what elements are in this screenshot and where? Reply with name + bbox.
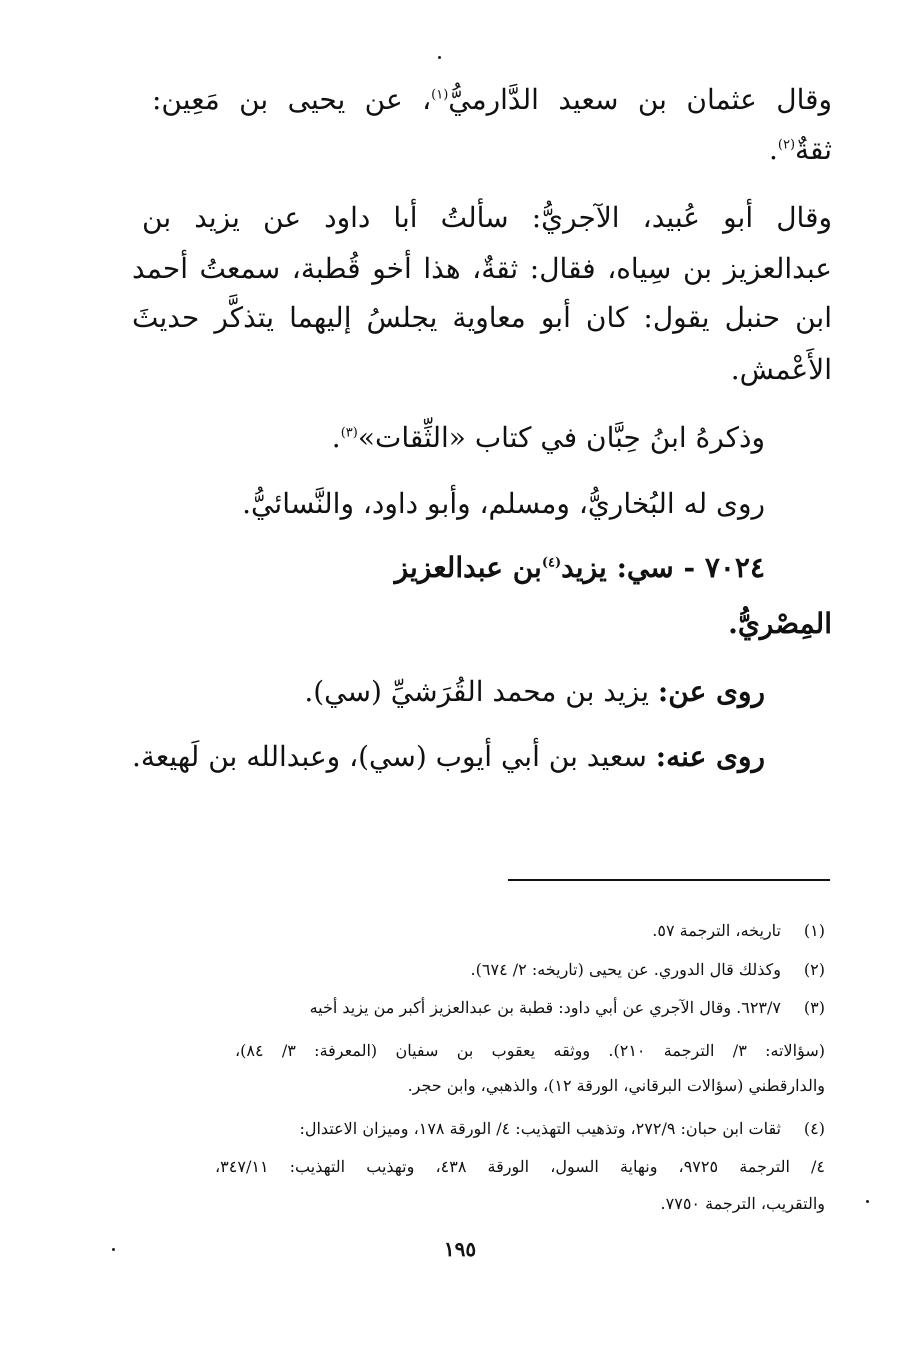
entry-heading [395,548,765,588]
paragraph-1-line-2 [769,130,832,170]
page-number [0,1236,920,1262]
narrated-from [304,672,765,712]
footnote-ref-4[interactable]: (٤) [541,555,562,571]
text: ابن حنبل يقول: كان أبو معاوية يجلسُ إليهما يتذكَّر حديثَ [132,301,832,334]
text: بن عبدالعزيز [394,551,542,584]
text: . [768,133,778,166]
paragraph-3 [332,418,765,458]
paragraph-2-line-1 [142,198,832,238]
footnote-2 [471,959,825,981]
footnote-4-line-2 [215,1156,825,1178]
narrated-by [132,737,765,777]
footnote-separator [508,879,830,881]
text: عبدالعزيز بن سِياه، فقال: ثقةٌ، هذا أخو قُطبة، سمعتُ أحمد [132,252,832,285]
text: ٧٠٢٤ - سي: يزيد [561,551,765,584]
footnote-1 [652,920,825,942]
paragraph-2-line-3 [132,298,832,338]
text: المِصْريُّ. [728,607,832,640]
text: سعيد بن أبي أيوب (سي)، وعبدالله بن لَهيعة. [131,740,656,773]
footnote-ref-1[interactable]: (١) [431,87,449,103]
footnote-text: ٦٢٣/٧. وقال الآجري عن أبي داود: قطبة بن عبدالعزيز أكبر من يزيد أخيه [309,998,781,1017]
paragraph-2-line-4 [731,350,832,390]
text: . [331,421,341,454]
text: الأَعْمش. [730,353,832,386]
text: روى له البُخاريُّ، ومسلم، وأبو داود، والنَّسائيُّ. [242,487,765,520]
text: وذكرهُ ابنُ حِبَّان في كتاب «الثِّقات» [357,421,765,454]
entry-heading-line-2 [728,604,832,644]
footnote-3-line-2 [235,1040,825,1062]
footnote-4 [299,1118,825,1140]
footnote-number: (٤) [803,1119,825,1138]
label: روى عنه: [655,740,765,773]
text: وقال أبو عُبيد، الآجريُّ: سألتُ أبا داود عن يزيد بن [142,201,832,234]
footnote-text: تاريخه، الترجمة ٥٧. [652,921,781,940]
footnote-text: ثقات ابن حبان: ٢٧٢/٩، وتذهيب التهذيب: ٤/ الورقة ١٧٨، وميزان الاعتدال: [299,1119,781,1138]
paragraph-4 [242,484,765,524]
footnote-text: والدارقطني (سؤالات البرقاني، الورقة ١٢)، والذهبي، وابن حجر. [407,1076,825,1095]
text: وقال عثمان بن سعيد الدَّارميُّ [448,83,833,116]
paragraph-1-line-1 [152,80,832,120]
footnote-text: (سؤالاته: ٣/ الترجمة ٢١٠). ووثقه يعقوب بن سفيان (المعرفة: ٣/ ٨٤)، [235,1041,825,1060]
footnote-text: والتقريب، الترجمة ٧٧٥٠. [660,1194,825,1213]
page-number-text: ١٩٥ [443,1237,477,1261]
footnote-4-line-3 [661,1193,825,1215]
footnote-number: (١) [803,921,825,940]
scan-speck [438,56,441,59]
footnote-ref-3[interactable]: (٣) [340,425,358,441]
footnote-3-line-3 [408,1075,825,1097]
scan-speck [866,1200,869,1203]
text: ثقةٌ [795,133,832,166]
text: ، عن يحيى بن مَعِين: [152,83,432,116]
footnote-ref-2[interactable]: (٢) [777,137,796,153]
footnote-text: ٤/ الترجمة ٩٧٢٥، ونهاية السول، الورقة ٤٣٨، وتهذيب التهذيب: ٣٤٧/١١، [215,1157,825,1176]
text: يزيد بن محمد القُرَشيِّ (سي). [304,675,658,708]
footnote-text: وكذلك قال الدوري. عن يحيى (تاريخه: ٢/ ٦٧٤). [470,960,781,979]
scan-speck [112,1248,115,1251]
paragraph-2-line-2 [132,249,832,289]
footnote-3 [310,997,825,1019]
footnote-number: (٢) [803,960,825,979]
footnote-number: (٣) [803,998,825,1017]
label: روى عن: [657,675,765,708]
